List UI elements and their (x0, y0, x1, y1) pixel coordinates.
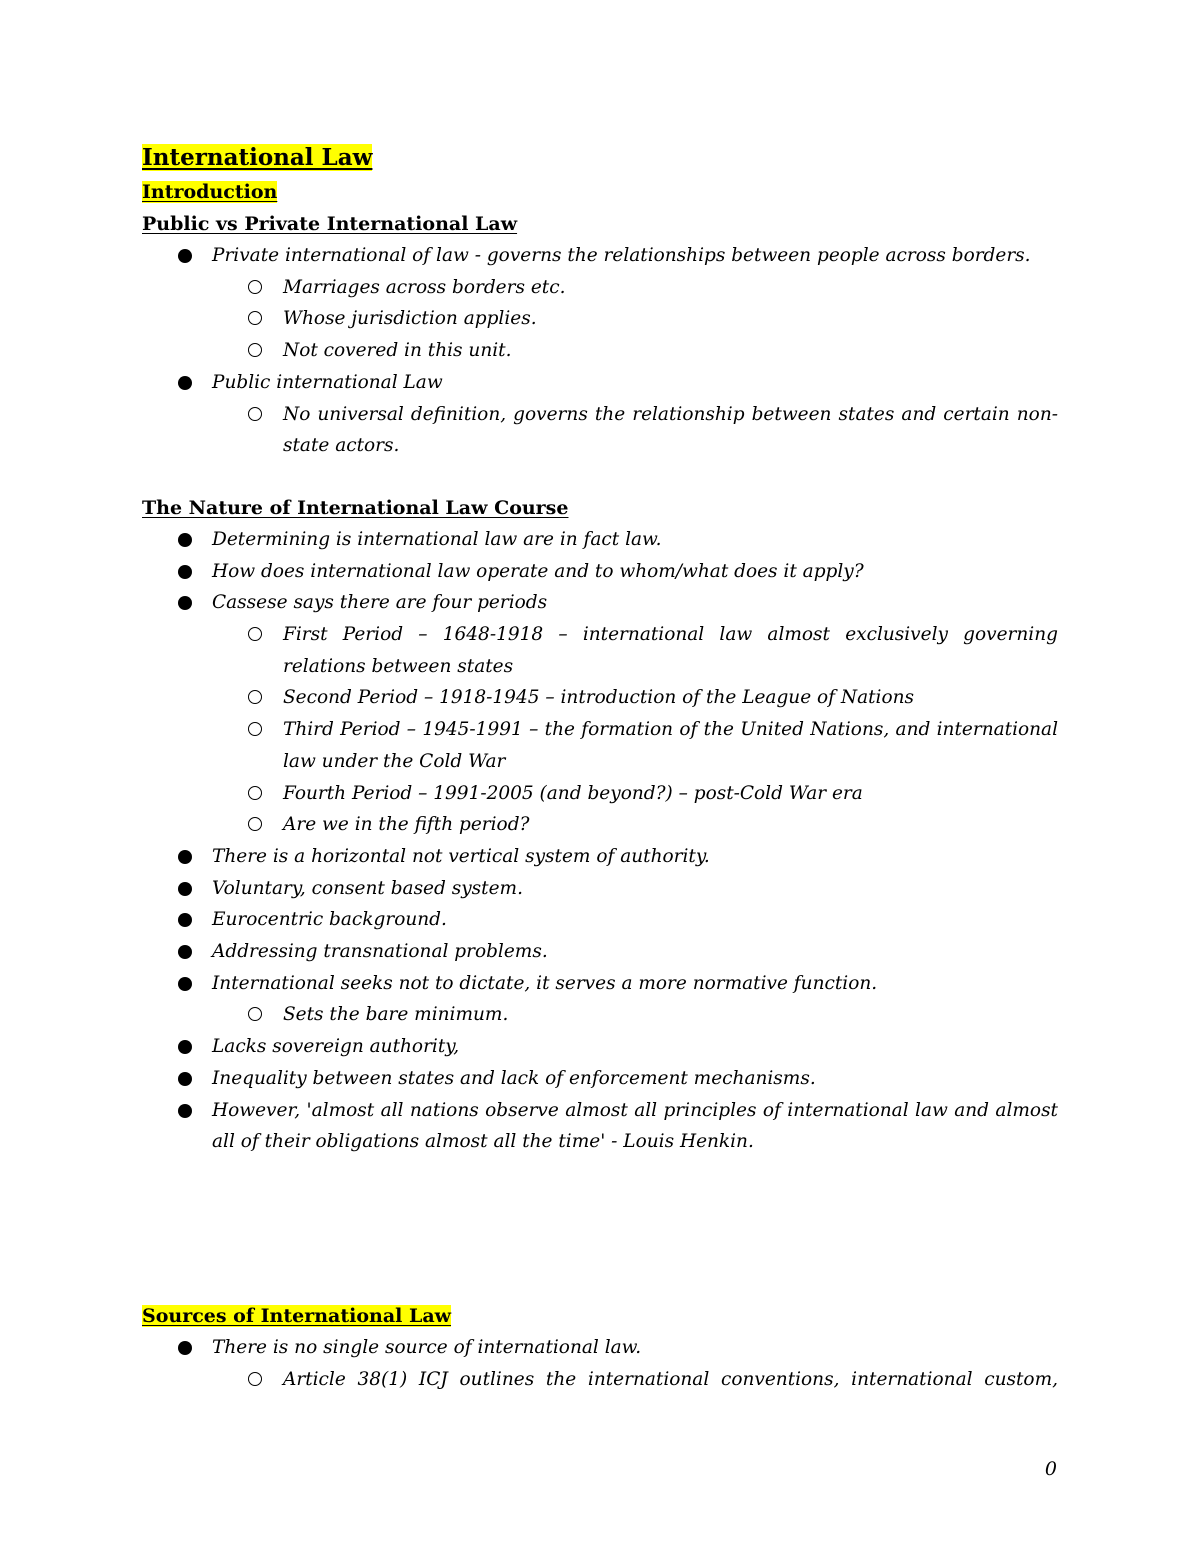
sub-list-item: Sets the bare minimum. (142, 999, 1058, 1031)
sub-list-item: Fourth Period – 1991-2005 (and beyond?) – post-Cold War era (142, 778, 1058, 810)
sub-list-item: First Period – 1648-1918 – international law almost exclusively governing relations between states (142, 619, 1058, 682)
bullet-dot-icon (178, 1095, 192, 1129)
sub-list-item: Third Period – 1945-1991 – the formation of the United Nations, and international law under the Cold War (142, 714, 1058, 777)
bullet-circle-icon (248, 272, 262, 305)
sub-list-item: Article 38(1) ICJ outlines the international conventions, international custom, (142, 1364, 1058, 1396)
sub-list-item: Are we in the fifth period? (142, 809, 1058, 841)
section-heading-public-private: Public vs Private International Law (142, 213, 518, 235)
bullet-dot-icon (178, 968, 192, 1002)
bullet-circle-icon (248, 335, 262, 368)
bullet-dot-icon (178, 873, 192, 907)
bullet-circle-icon (248, 1364, 262, 1397)
bullet-circle-icon (248, 303, 262, 336)
list-item: Inequality between states and lack of enforcement mechanisms. (142, 1063, 1058, 1095)
document-page (142, 140, 1058, 1395)
list-item: There is no single source of international law. (142, 1332, 1058, 1364)
bullet-dot-icon (178, 841, 192, 875)
bullet-dot-icon (178, 1332, 192, 1366)
document-title: International Law (142, 144, 373, 171)
section-heading-nature: The Nature of International Law Course (142, 496, 569, 519)
bullet-dot-icon (178, 556, 192, 590)
list-item: How does international law operate and to whom/what does it apply? (142, 556, 1058, 588)
bullet-circle-icon (248, 682, 262, 715)
bullet-dot-icon (178, 240, 192, 274)
sub-list-item: Whose jurisdiction applies. (142, 303, 1058, 335)
bullet-dot-icon (178, 524, 192, 558)
section-heading-sources: Sources of International Law (142, 1304, 452, 1327)
bullet-dot-icon (178, 1063, 192, 1097)
list-item: There is a horizontal not vertical system of authority. (142, 841, 1058, 873)
bullet-dot-icon (178, 1031, 192, 1065)
sub-list-item: Marriages across borders etc. (142, 272, 1058, 304)
bullet-circle-icon (248, 619, 262, 652)
list-item: Voluntary, consent based system. (142, 873, 1058, 905)
list-item: Addressing transnational problems. (142, 936, 1058, 968)
bullet-list-nature (142, 524, 1058, 1158)
bullet-dot-icon (178, 587, 192, 621)
sub-list-item: Second Period – 1918-1945 – introduction of the League of Nations (142, 682, 1058, 714)
bullet-list-public-private (142, 240, 1058, 462)
page-number: 0 (1044, 1458, 1057, 1480)
sub-list-item: No universal definition, governs the relationship between states and certain non-state actors. (142, 399, 1058, 462)
bullet-circle-icon (248, 399, 262, 432)
bullet-circle-icon (248, 714, 262, 747)
list-item: However, 'almost all nations observe almost all principles of international law and almost all of their obligations almost all the time' - Louis Henkin. (142, 1095, 1058, 1158)
bullet-circle-icon (248, 999, 262, 1032)
list-item: Determining is international law are in fact law. (142, 524, 1058, 556)
list-item: Cassese says there are four periods (142, 587, 1058, 619)
list-item: Lacks sovereign authority, (142, 1031, 1058, 1063)
list-item: International seeks not to dictate, it serves a more normative function. (142, 968, 1058, 1000)
bullet-circle-icon (248, 809, 262, 842)
list-item: Public international Law (142, 367, 1058, 399)
bullet-dot-icon (178, 904, 192, 938)
bullet-dot-icon (178, 936, 192, 970)
bullet-list-sources (142, 1332, 1058, 1395)
intro-heading: Introduction (142, 181, 278, 203)
list-item: Private international of law - governs the relationships between people across borders. (142, 240, 1058, 272)
list-item: Eurocentric background. (142, 904, 1058, 936)
bullet-dot-icon (178, 367, 192, 401)
bullet-circle-icon (248, 778, 262, 811)
sub-list-item: Not covered in this unit. (142, 335, 1058, 367)
